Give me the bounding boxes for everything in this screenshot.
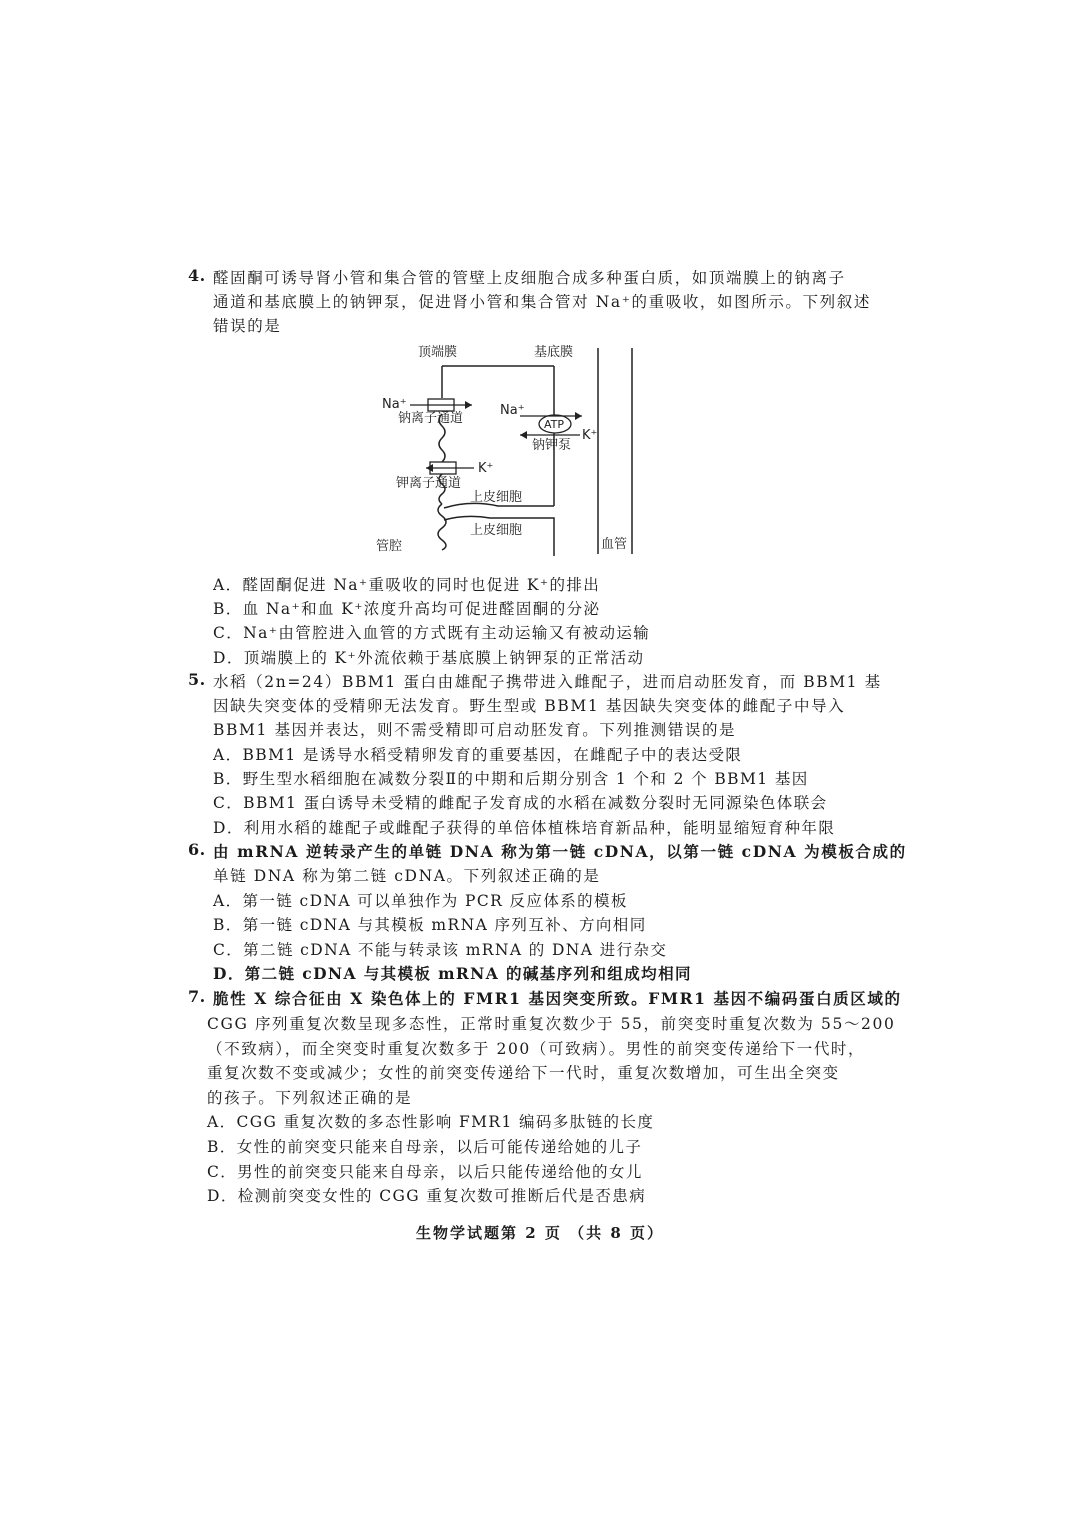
question-7-line-5: 的孩子。下列叙述正确的是 [207, 1089, 413, 1107]
question-6-option-c: C．第二链 cDNA 不能与转录该 mRNA 的 DNA 进行杂交 [213, 941, 668, 959]
question-5-line-1: 水稻（2n=24）BBM1 蛋白由雄配子携带进入雌配子，进而启动胚发育，而 BBM1 基 [213, 673, 882, 691]
question-5-option-d: D．利用水稻的雄配子或雌配子获得的单倍体植株培育新品种，能明显缩短育种年限 [213, 819, 836, 837]
question-5-option-b: B．野生型水稻细胞在减数分裂Ⅱ的中期和后期分别含 1 个和 2 个 BBM1 基因 [213, 770, 809, 788]
question-6-line-2: 单链 DNA 称为第二链 cDNA。下列叙述正确的是 [213, 867, 601, 885]
lumen-label: 管腔 [376, 539, 403, 554]
question-6-option-d: D．第二链 cDNA 与其模板 mRNA 的碱基序列和组成均相同 [213, 964, 692, 983]
question-4-option-a: A．醛固酮促进 Na⁺重吸收的同时也促进 K⁺的排出 [213, 576, 601, 594]
blood-vessel-label: 血管 [601, 537, 628, 552]
question-5-line-2: 因缺失突变体的受精卵无法发育。野生型或 BBM1 基因缺失突变体的雌配子中导入 [213, 697, 846, 715]
question-4-number: 4. [188, 266, 206, 285]
na-ion-pump-label: Na⁺ [500, 403, 525, 418]
question-7-option-d: D．检测前突变女性的 CGG 重复次数可推断后代是否患病 [207, 1187, 647, 1205]
question-6-line-1: 由 mRNA 逆转录产生的单链 DNA 称为第一链 cDNA，以第一链 cDNA 为模板合成的 [213, 842, 907, 861]
k-ion-pump-label: K⁺ [582, 428, 598, 443]
sodium-influx-arrowhead [465, 401, 472, 409]
question-4-line-3: 错误的是 [213, 317, 282, 335]
question-7-option-a: A．CGG 重复次数的多态性影响 FMR1 编码多肽链的长度 [207, 1113, 655, 1131]
sodium-efflux-arrowhead [575, 412, 582, 420]
apical-membrane-wavy-3 [438, 504, 446, 550]
page-footer: 生物学试题第 2 页 （共 8 页） [416, 1224, 664, 1242]
question-5-line-3: BBM1 基因并表达，则不需受精即可启动胚发育。下列推测错误的是 [213, 721, 737, 739]
question-4-option-b: B．血 Na⁺和血 K⁺浓度升高均可促进醛固酮的分泌 [213, 600, 601, 618]
epithelial-cell-label-2: 上皮细胞 [470, 523, 523, 538]
basal-membrane-label: 基底膜 [534, 345, 574, 360]
question-7-line-1: 脆性 X 综合征由 X 染色体上的 FMR1 基因突变所致。FMR1 基因不编码蛋白质区域的 [213, 989, 902, 1008]
sodium-channel-label: 钠离子通道 [398, 411, 464, 426]
question-6-number: 6. [188, 840, 206, 859]
question-4-option-c: C．Na⁺由管腔进入血管的方式既有主动运输又有被动运输 [213, 624, 651, 642]
question-6-option-a: A．第一链 cDNA 可以单独作为 PCR 反应体系的模板 [213, 892, 628, 910]
apical-membrane-label: 顶端膜 [418, 345, 458, 360]
question-4-line-1: 醛固酮可诱导肾小管和集合管的管壁上皮细胞合成多种蛋白质，如顶端膜上的钠离子 [213, 269, 846, 287]
question-5-option-a: A．BBM1 是诱导水稻受精卵发育的重要基因，在雌配子中的表达受限 [213, 746, 743, 764]
question-7-line-4: 重复次数不变或减少；女性的前突变传递给下一代时，重复次数增加，可生出全突变 [207, 1064, 840, 1082]
atp-label: ATP [544, 418, 565, 431]
na-ion-lumen-label: Na⁺ [382, 397, 407, 412]
epithelial-cell-label-1: 上皮细胞 [470, 490, 523, 505]
sodium-potassium-pump-label: 钠钾泵 [532, 438, 572, 453]
k-ion-channel-label: K⁺ [478, 461, 494, 476]
question-7-option-c: C．男性的前突变只能来自母亲，以后只能传递给他的女儿 [207, 1163, 643, 1181]
question-5-number: 5. [188, 670, 206, 689]
potassium-influx-arrowhead [520, 431, 527, 439]
question-7-line-3: （不致病），而全突变时重复次数多于 200（可致病）。男性的前突变传递给下一代时， [207, 1040, 866, 1058]
question-6-option-b: B．第一链 cDNA 与其模板 mRNA 序列互补、方向相同 [213, 916, 647, 934]
potassium-channel-label: 钾离子通道 [396, 476, 462, 491]
membrane-transport-diagram [370, 338, 650, 560]
question-7-option-b: B．女性的前突变只能来自母亲，以后可能传递给她的儿子 [207, 1138, 643, 1156]
question-7-line-2: CGG 序列重复次数呈现多态性，正常时重复次数少于 55，前突变时重复次数为 55～200 [207, 1015, 896, 1033]
question-4-line-2: 通道和基底膜上的钠钾泵，促进肾小管和集合管对 Na⁺的重吸收，如图所示。下列叙述 [213, 293, 871, 311]
membrane-transport-svg [370, 338, 650, 560]
question-7-number: 7. [188, 987, 206, 1006]
question-4-option-d: D．顶端膜上的 K⁺外流依赖于基底膜上钠钾泵的正常活动 [213, 649, 645, 667]
question-5-option-c: C．BBM1 蛋白诱导未受精的雌配子发育成的水稻在减数分裂时无同源染色体联会 [213, 794, 828, 812]
